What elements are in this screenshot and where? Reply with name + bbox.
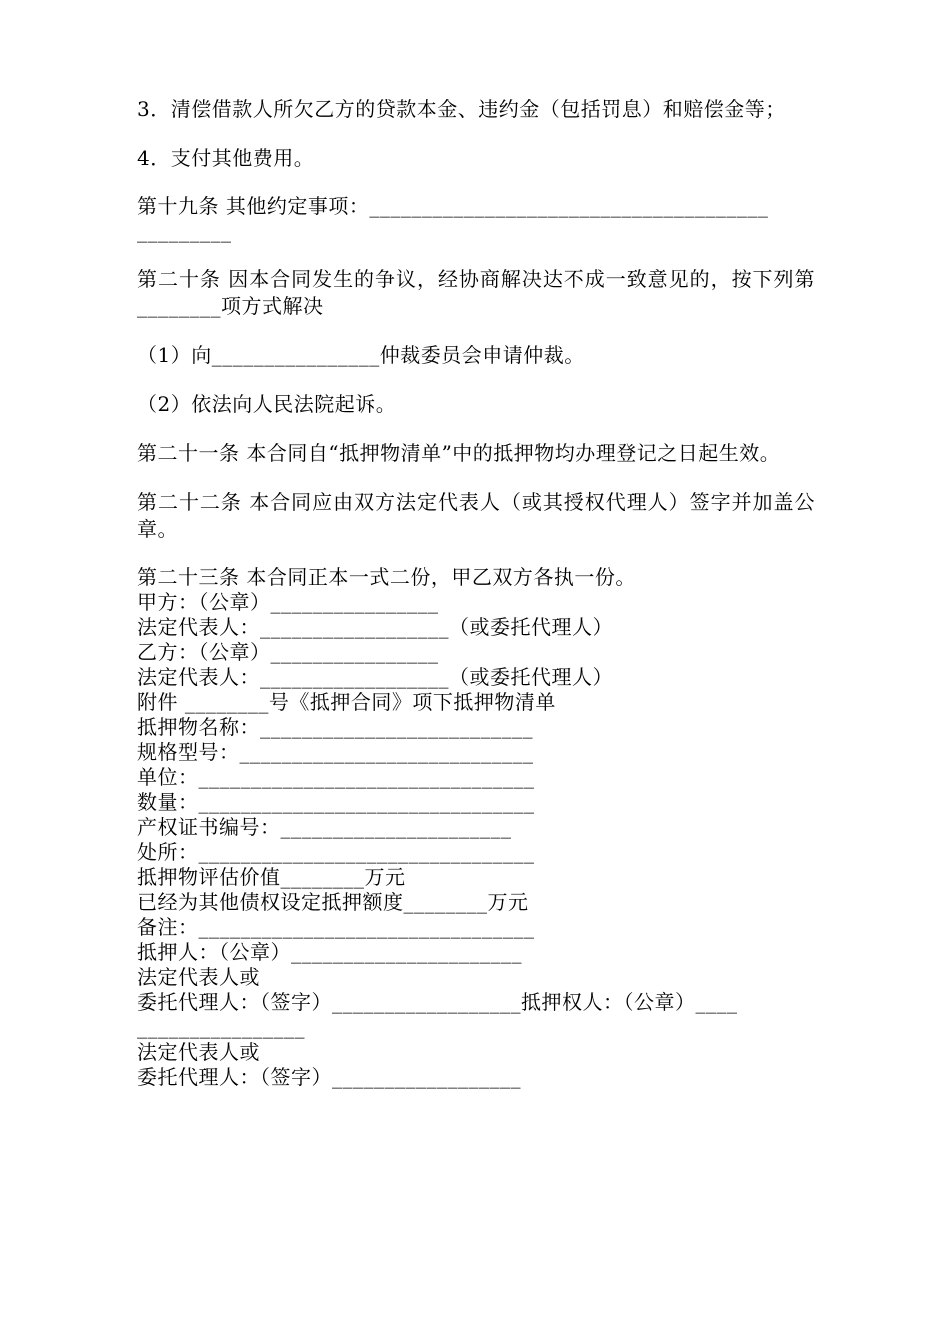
article-21: 第二十一条 本合同自“抵押物清单”中的抵押物均办理登记之日起生效。	[137, 441, 781, 465]
article-22: 第二十二条 本合同应由双方法定代表人（或其授权代理人）签字并加盖公章。	[137, 490, 815, 541]
appendix-title: 附件 ________号《抵押合同》项下抵押物清单	[137, 690, 556, 714]
article-19-line: 第十九条 其他约定事项：______________________________________	[137, 194, 769, 218]
option-1-arbitration: （1）向________________仲裁委员会申请仲裁。	[137, 343, 585, 367]
representative-label-1: 法定代表人或	[137, 965, 260, 989]
agent-signature-1: 委托代理人：（签字）__________________抵押权人：（公章）____	[137, 990, 738, 1014]
option-2-litigation: （2）依法向人民法院起诉。	[137, 392, 397, 416]
representative-label-2: 法定代表人或	[137, 1040, 260, 1064]
party-a-seal: 甲方：（公章）________________	[137, 590, 439, 614]
collateral-quantity: 数量：________________________________	[137, 790, 535, 814]
agent-signature-1-continuation: ________________	[137, 1015, 305, 1039]
property-certificate-number: 产权证书编号：______________________	[137, 815, 512, 839]
article-19	[137, 194, 815, 244]
collateral-spec: 规格型号：____________________________	[137, 740, 534, 764]
signature-block	[137, 565, 815, 1090]
collateral-name: 抵押物名称：__________________________	[137, 715, 533, 739]
clause-item-3: 3．清偿借款人所欠乙方的贷款本金、违约金（包括罚息）和赔偿金等；	[137, 97, 786, 121]
article-19-continuation: _________	[137, 219, 232, 243]
party-b-representative: 法定代表人：__________________（或委托代理人）	[137, 665, 613, 689]
party-a-representative: 法定代表人：__________________（或委托代理人）	[137, 615, 613, 639]
article-20: 第二十条 因本合同发生的争议，经协商解决达不成一致意见的，按下列第________项方式解决	[137, 267, 815, 318]
agent-signature-2: 委托代理人：（签字）__________________	[137, 1065, 521, 1089]
clause-item-4: 4．支付其他费用。	[137, 146, 315, 170]
existing-mortgage-amount: 已经为其他债权设定抵押额度________万元	[137, 890, 529, 914]
party-b-seal: 乙方：（公章）________________	[137, 640, 439, 664]
article-23: 第二十三条 本合同正本一式二份，甲乙双方各执一份。	[137, 565, 636, 589]
mortgagor-seal: 抵押人：（公章）______________________	[137, 940, 522, 964]
collateral-unit: 单位：________________________________	[137, 765, 535, 789]
collateral-location: 处所：________________________________	[137, 840, 535, 864]
contract-page	[137, 96, 815, 1090]
collateral-valuation: 抵押物评估价值________万元	[137, 865, 406, 889]
remarks: 备注：________________________________	[137, 915, 535, 939]
